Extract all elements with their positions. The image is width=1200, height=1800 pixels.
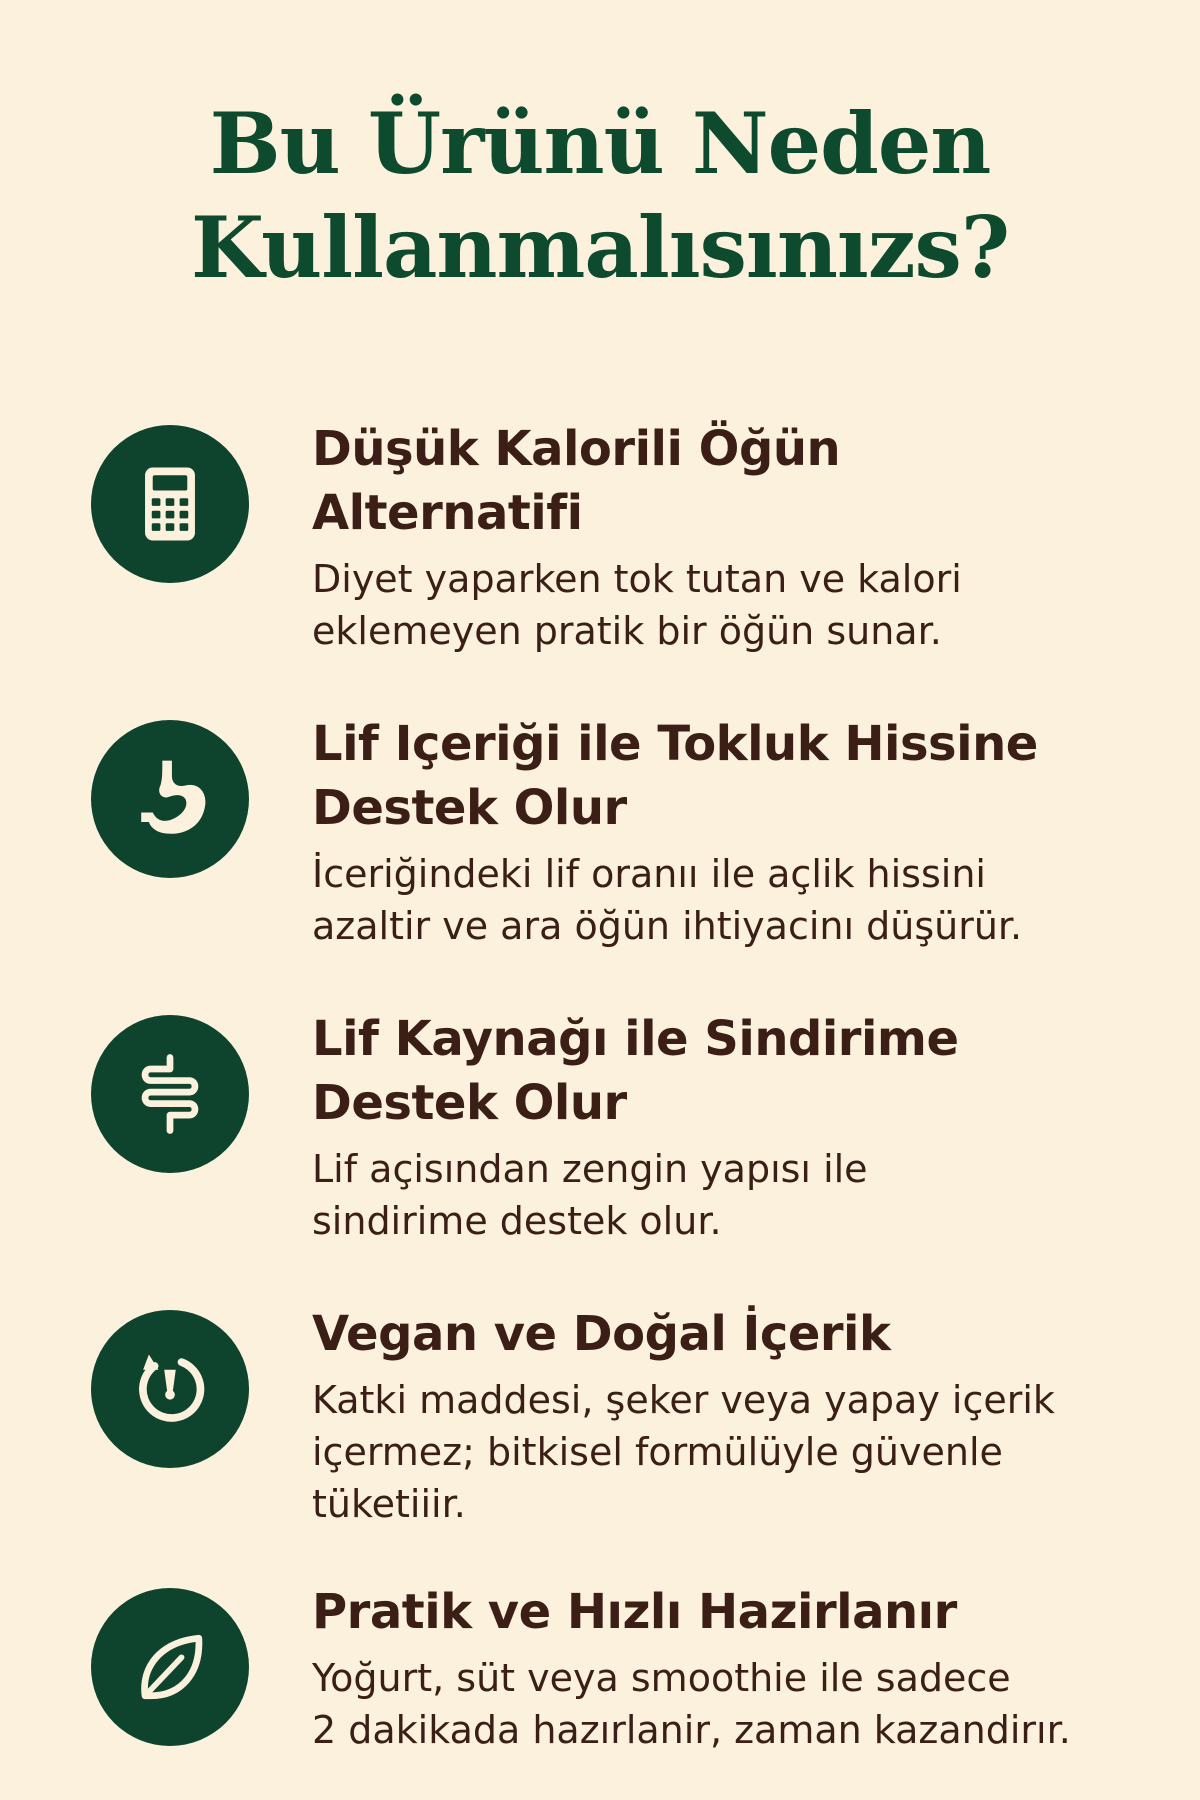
calculator-icon — [91, 425, 249, 583]
benefit-description: İceriğindeki lif oranıı ile açlik hissini azaltir ve ara öğün ihtiyacinı düşürür. — [312, 852, 1023, 948]
stomach-icon — [91, 720, 249, 878]
benefit-heading: Lif Kaynağı ile Sindirime Destek Olur — [312, 1011, 959, 1131]
benefit-heading: Pratik ve Hızlı Hazirlanır — [312, 1584, 957, 1640]
benefit-description: Katki maddesi, şeker veya yapay içerik içermez; bitkisel formülüyle güvenle tüketiiir. — [312, 1378, 1055, 1526]
benefit-description: Yoğurt, süt veya smoothie ile sadece 2 dakikada hazırlanir, zaman kazandirır. — [312, 1656, 1071, 1752]
timer-icon — [91, 1310, 249, 1468]
benefit-heading: Lif Içeriği ile Tokluk Hissine Destek Olur — [312, 716, 1038, 836]
benefit-description: Lif açisından zengin yapısı ile sindirime destek olur. — [312, 1147, 868, 1243]
page-title-line-2: Kullanmalısınızs? — [190, 198, 1010, 297]
intestine-icon — [91, 1015, 249, 1173]
benefit-description: Diyet yaparken tok tutan ve kalori eklemeyen pratik bir öğün sunar. — [312, 557, 962, 653]
page-title — [0, 92, 1200, 300]
page-title-line-1: Bu Ürünü Neden — [209, 94, 991, 193]
benefit-heading: Düşük Kalorili Öğün Alternatifi — [312, 421, 841, 541]
leaf-icon — [91, 1588, 249, 1746]
benefit-heading: Vegan ve Doğal İçerik — [312, 1306, 891, 1362]
